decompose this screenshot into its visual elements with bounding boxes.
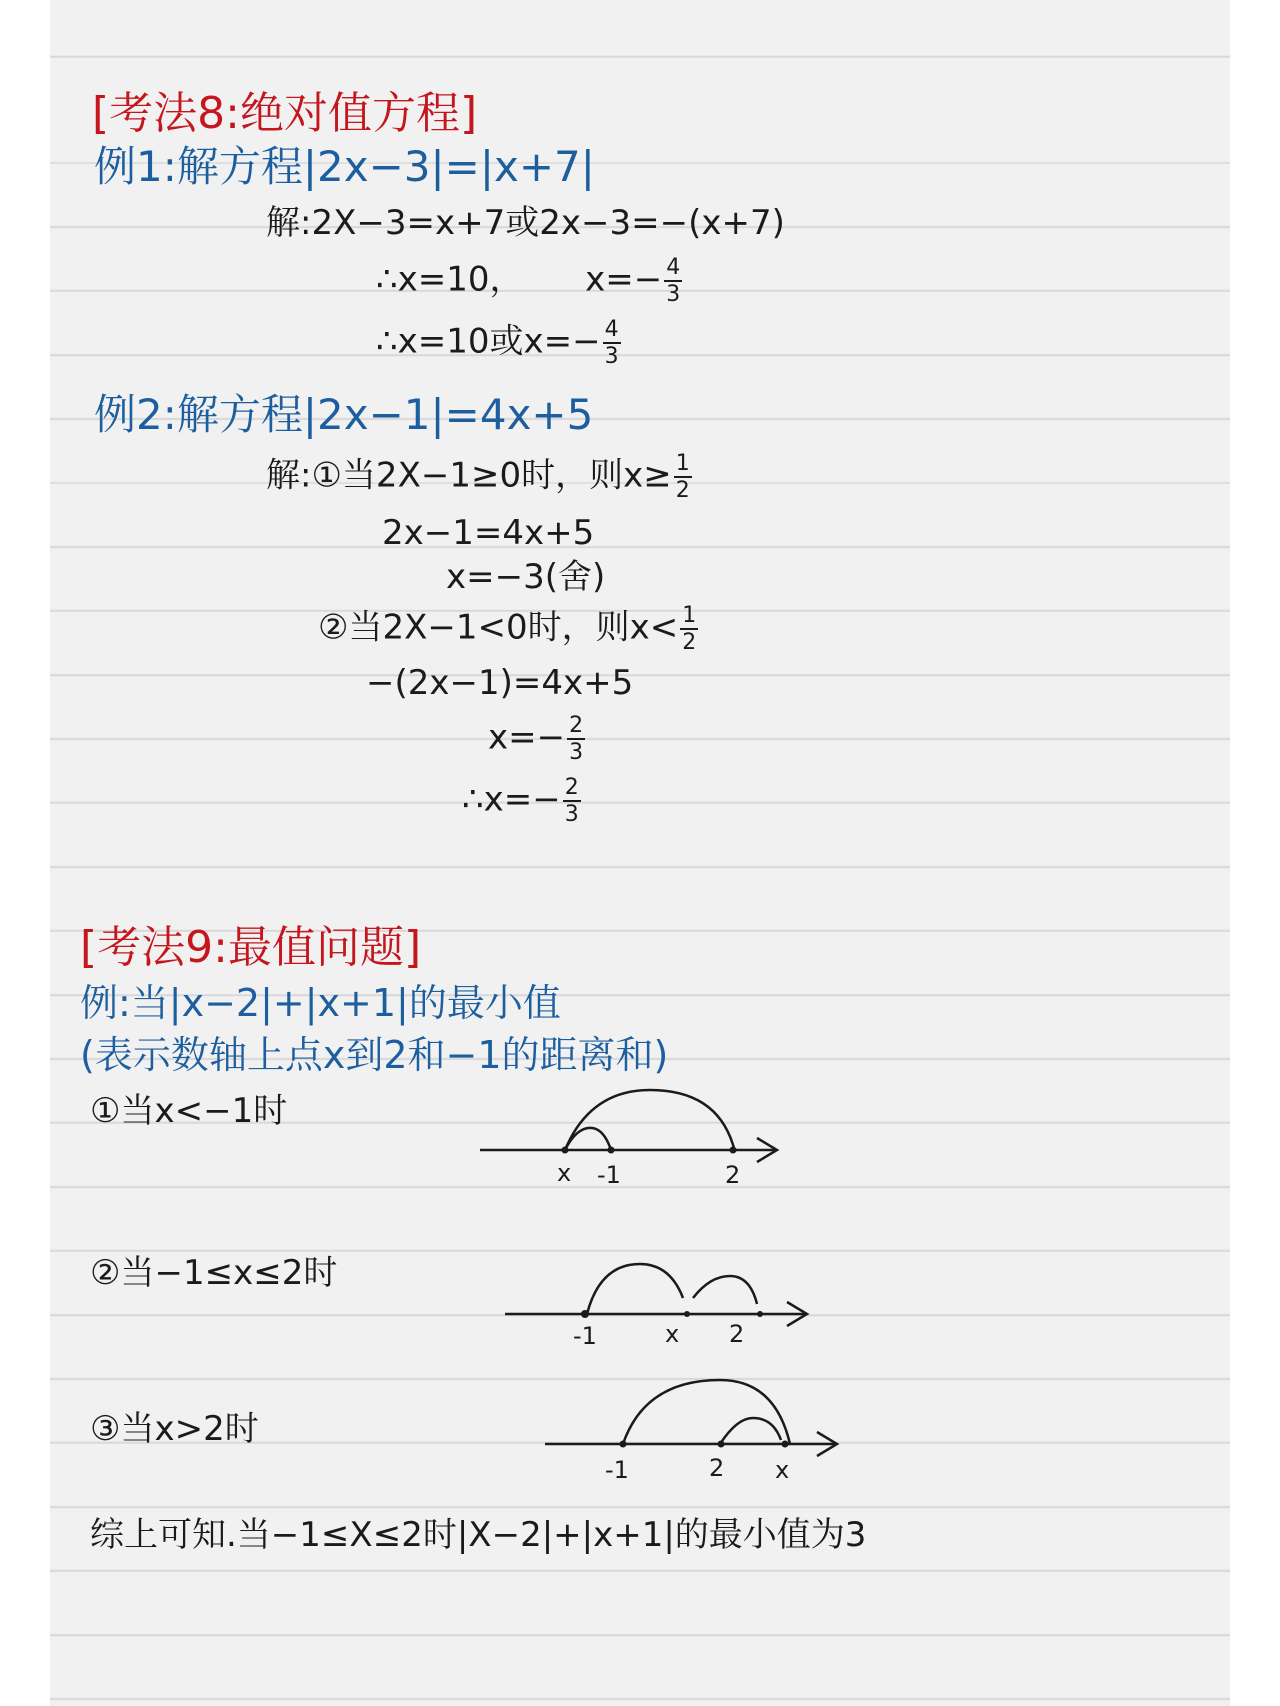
- number-line-case2: [505, 1246, 825, 1350]
- fraction-denominator: 3: [564, 802, 579, 828]
- fraction: [563, 776, 581, 826]
- fraction-numerator: 4: [666, 255, 681, 280]
- point-x: [562, 1147, 569, 1154]
- case1-label: ①当x<−1时: [90, 1091, 288, 1131]
- ex2-case1-text: 解:①当2X−1≥0时，则x≥: [266, 455, 672, 496]
- point-2: [730, 1147, 737, 1154]
- tick-label: -1: [597, 1161, 621, 1189]
- fraction: [680, 604, 698, 654]
- distance-arc-neg1-to-x: [587, 1264, 683, 1314]
- point-x: [684, 1311, 690, 1317]
- ex2-case1: [266, 452, 692, 502]
- fraction-numerator: 4: [604, 317, 619, 342]
- point-neg1: [581, 1310, 589, 1318]
- fraction-numerator: 1: [675, 451, 690, 476]
- fraction-denominator: 3: [604, 344, 619, 370]
- fraction-numerator: 2: [569, 713, 584, 738]
- ex2-final: [462, 776, 581, 826]
- distance-arc-neg1-to-x: [623, 1380, 790, 1444]
- tick-label: -1: [605, 1456, 629, 1484]
- fraction: [567, 714, 585, 764]
- fraction: [603, 318, 621, 368]
- ex2-equation1: 2x−1=4x+5: [382, 513, 595, 553]
- case2-label: ②当−1≤x≤2时: [90, 1253, 338, 1293]
- point-neg1: [608, 1147, 615, 1154]
- example1-label: 例1:解方程|2x−3|=|x+7|: [94, 142, 595, 191]
- ex2-case2-text: ②当2X−1<0时，则x<: [318, 607, 679, 648]
- ex1-solution-line2: [376, 256, 682, 306]
- distance-arc-x-to-2: [693, 1276, 757, 1304]
- tick-label: -1: [573, 1322, 597, 1350]
- case3-label: ③当x>2时: [90, 1409, 259, 1449]
- ex1-solution-line3: [376, 318, 621, 368]
- point-x: [782, 1441, 789, 1448]
- point-neg1: [620, 1441, 627, 1448]
- ex2-equation2: −(2x−1)=4x+5: [366, 663, 634, 703]
- ex2-result2: [488, 714, 585, 764]
- section9-title: [考法9:最值问题]: [80, 922, 422, 973]
- ex2-case2: [318, 604, 698, 654]
- ex1-x-equals-neg: x=−: [585, 259, 663, 300]
- tick-label: 2: [729, 1320, 745, 1348]
- tick-label: x: [775, 1456, 790, 1484]
- ex1-x-equals-10: ∴x=10，: [376, 259, 524, 300]
- tick-label: 2: [709, 1454, 725, 1482]
- point-2: [757, 1311, 763, 1317]
- fraction-numerator: 2: [564, 775, 579, 800]
- fraction-numerator: 1: [682, 603, 697, 628]
- fraction-denominator: 3: [666, 282, 681, 308]
- number-line-case1: [475, 1080, 795, 1190]
- fraction-denominator: 3: [569, 740, 584, 766]
- fraction-denominator: 2: [675, 478, 690, 504]
- number-line-case3: [545, 1370, 855, 1486]
- point-2: [718, 1441, 725, 1448]
- conclusion: 综上可知.当−1≤X≤2时|X−2|+|x+1|的最小值为3: [90, 1515, 867, 1555]
- notebook-page: [50, 0, 1230, 1706]
- fraction: [674, 452, 692, 502]
- fraction-denominator: 2: [682, 630, 697, 656]
- distance-arc-x-to-neg1: [565, 1128, 611, 1150]
- section9-note: (表示数轴上点x到2和−1的距离和): [80, 1033, 669, 1077]
- distance-arc-2-to-x: [720, 1418, 781, 1444]
- section8-title: [考法8:绝对值方程]: [92, 88, 478, 139]
- tick-label: 2: [725, 1161, 741, 1189]
- tick-label: x: [665, 1320, 680, 1348]
- distance-arc-x-to-2: [565, 1090, 735, 1152]
- ex1-solution-line1: 解:2X−3=x+7或2x−3=−(x+7): [266, 203, 785, 243]
- ex2-final-text: ∴x=−: [462, 779, 561, 820]
- ex1-conclusion: ∴x=10或x=−: [376, 321, 601, 362]
- ex2-result1: x=−3(舍): [446, 557, 606, 597]
- fraction: [664, 256, 682, 306]
- tick-label: x: [557, 1159, 572, 1187]
- ex2-result2-text: x=−: [488, 717, 566, 758]
- section9-example-label: 例:当|x−2|+|x+1|的最小值: [80, 981, 561, 1025]
- example2-label: 例2:解方程|2x−1|=4x+5: [94, 390, 594, 439]
